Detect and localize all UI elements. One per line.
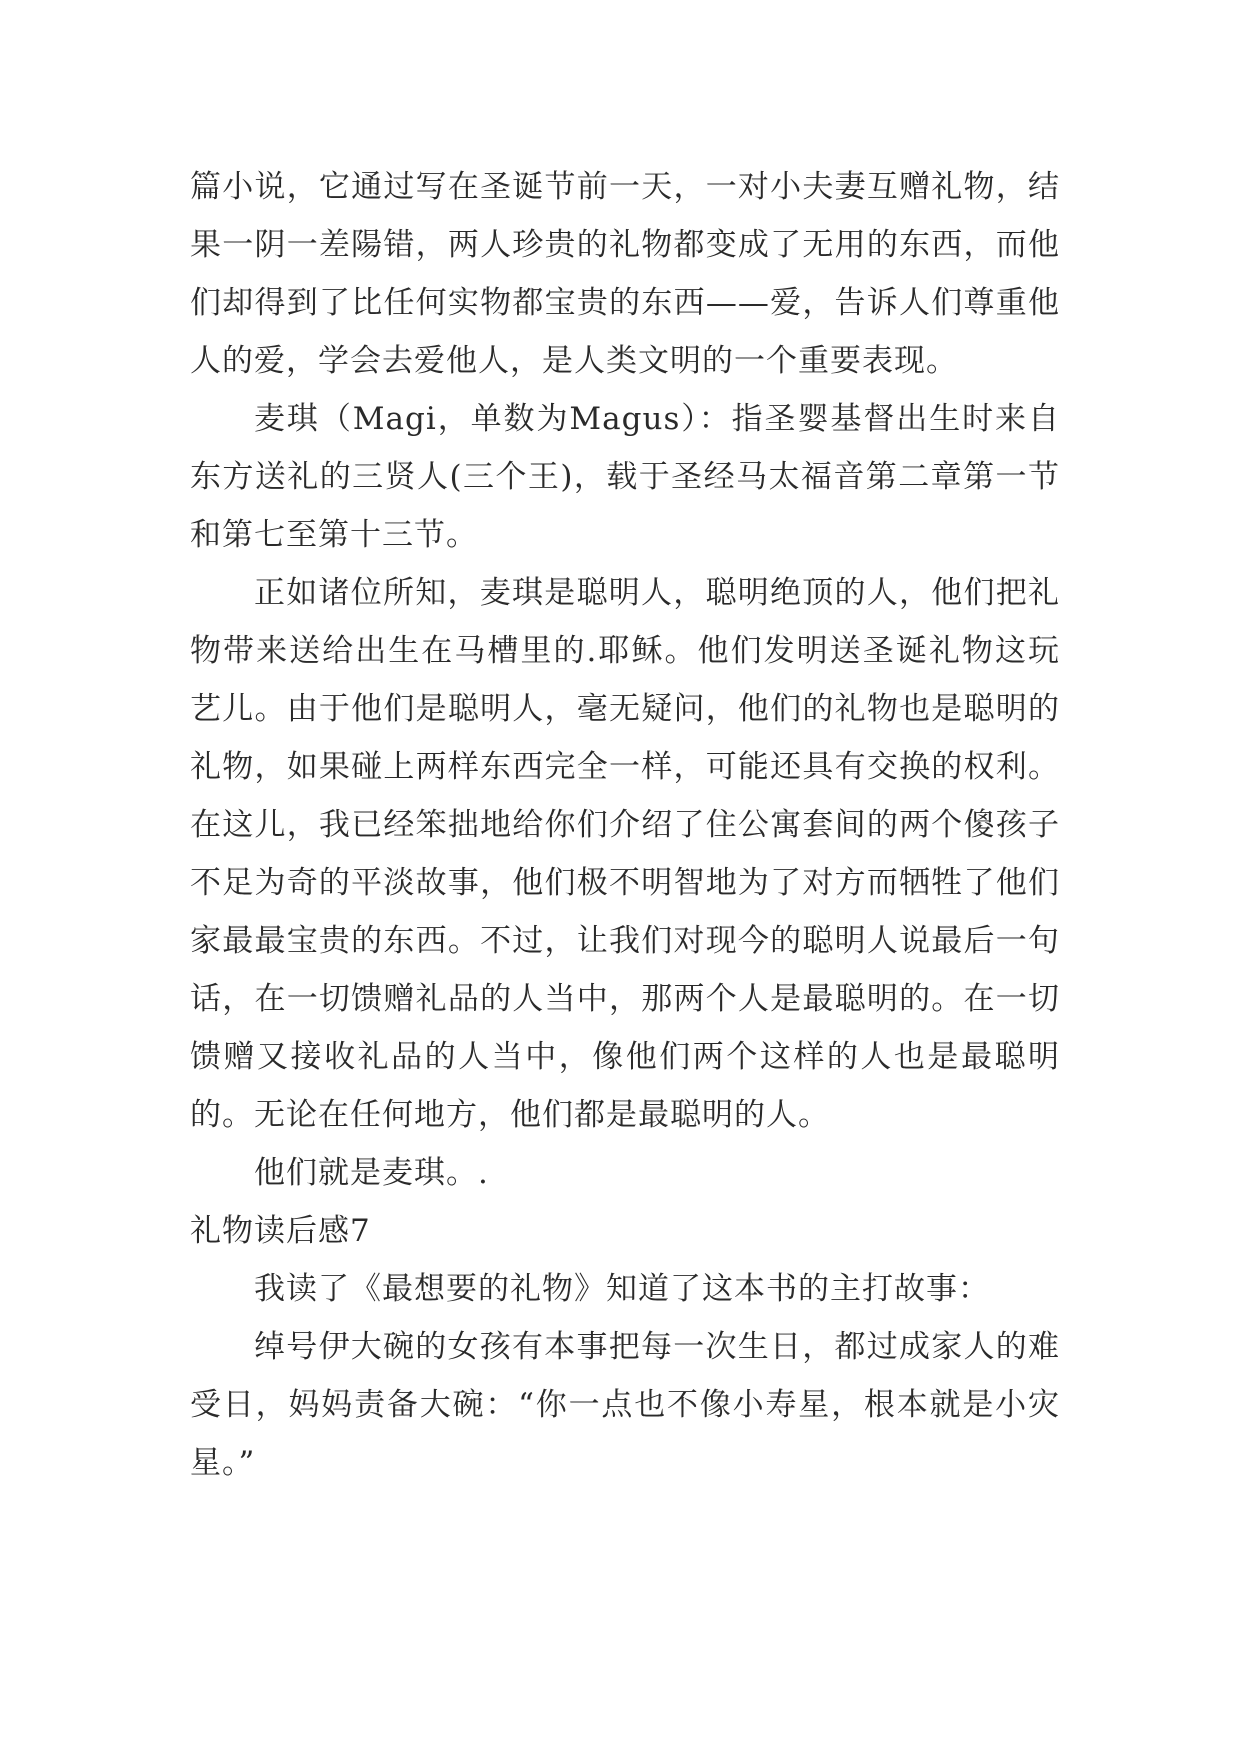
section-heading: 礼物读后感7	[190, 1213, 371, 1249]
paragraph-magi-wisdom: 正如诸位所知，麦琪是聪明人，聪明绝顶的人，他们把礼物带来送给出生在马槽里的.耶稣。他们发明送圣诞礼物这玩艺儿。由于他们是聪明人，毫无疑问，他们的礼物也是聪明的礼物，如果碰上两样东西完全一样，可能还具有交换的权利。在这儿，我已经笨拙地给你们介绍了住公寓套间的两个傻孩子不足为奇的平淡故事，他们极不明智地为了对方而牺牲了他们家最最宝贵的东西。不过，让我们对现今的聪明人说最后一句话，在一切馈赠礼品的人当中，那两个人是最聪明的。在一切馈赠又接收礼品的人当中，像他们两个这样的人也是最聪明的。无论在任何地方，他们都是最聪明的人。	[190, 575, 1060, 1133]
paragraph-story-summary: 篇小说，它通过写在圣诞节前一天，一对小夫妻互赠礼物，结果一阴一差陽错，两人珍贵的礼物都变成了无用的东西，而他们却得到了比任何实物都宝贵的东西——爱，告诉人们尊重他人的爱，学会去爱他人，是人类文明的一个重要表现。	[190, 169, 1060, 379]
paragraph-big-bowl-story: 绰号伊大碗的女孩有本事把每一次生日，都过成家人的难受日，妈妈责备大碗：“你一点也不像小寿星，根本就是小灾星。”	[190, 1329, 1060, 1481]
paragraph-they-are-magi: 他们就是麦琪。.	[254, 1155, 489, 1191]
paragraph-magi-note: 麦琪（Magi，单数为Magus）：指圣婴基督出生时来自东方送礼的三贤人(三个王)，载于圣经马太福音第二章第一节和第七至第十三节。	[190, 401, 1060, 553]
document-body	[190, 158, 1060, 1492]
paragraph-book-intro: 我读了《最想要的礼物》知道了这本书的主打故事：	[254, 1271, 990, 1307]
